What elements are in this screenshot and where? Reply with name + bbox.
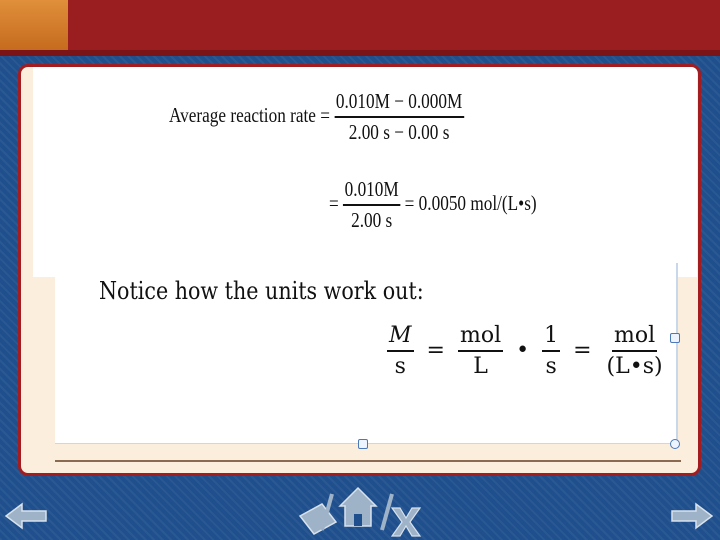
nav-center-group [296, 482, 426, 538]
rate-denominator-1: 2.00 s − 0.00 s [348, 120, 450, 144]
unit-s: s [394, 354, 406, 379]
rate-equation-line-2 [329, 177, 537, 233]
resize-handle-right[interactable] [670, 333, 680, 343]
unit-mol: mol [458, 323, 503, 352]
rate-equation-line-1 [169, 89, 464, 145]
units-equals-2: = [573, 338, 592, 363]
notice-heading: Notice how the units work out: [99, 277, 424, 305]
units-equals-1: = [426, 338, 445, 363]
top-header-bar [0, 0, 720, 52]
rate-fraction-1 [334, 89, 464, 145]
mol-over-l [458, 323, 503, 379]
rate-result: = 0.0050 mol/(L•s) [404, 190, 537, 215]
multiply-dot: • [516, 338, 530, 363]
equals-sign: = [329, 190, 339, 215]
right-arrow-icon[interactable] [670, 502, 714, 530]
header-stripe [0, 50, 720, 56]
resize-handle-bottom[interactable] [358, 439, 368, 449]
unit-mol-2: mol [612, 323, 657, 352]
panel-divider [55, 460, 681, 462]
unit-ls: (L•s) [606, 354, 663, 379]
close-x-icon[interactable] [392, 508, 420, 536]
rate-numerator-2: 0.010M [343, 177, 400, 206]
rate-fraction-2 [343, 177, 400, 233]
m-over-s [387, 323, 414, 379]
rate-denominator-2: 2.00 s [351, 208, 393, 232]
unit-s-2: s [545, 354, 557, 379]
eraser-icon[interactable] [300, 504, 336, 534]
mol-over-ls [605, 323, 665, 379]
one-over-s [542, 323, 560, 379]
home-icon[interactable] [340, 488, 376, 526]
header-corner-tab [0, 0, 68, 52]
rate-label: Average reaction rate = [169, 102, 330, 127]
unit-m: M [387, 323, 414, 352]
unit-l: L [473, 354, 488, 379]
rate-numerator-1: 0.010M − 0.000M [334, 89, 464, 118]
content-panel [18, 64, 701, 476]
left-arrow-icon[interactable] [4, 502, 48, 530]
unit-one: 1 [542, 323, 560, 352]
resize-handle-corner[interactable] [670, 439, 680, 449]
units-equation [387, 323, 665, 379]
